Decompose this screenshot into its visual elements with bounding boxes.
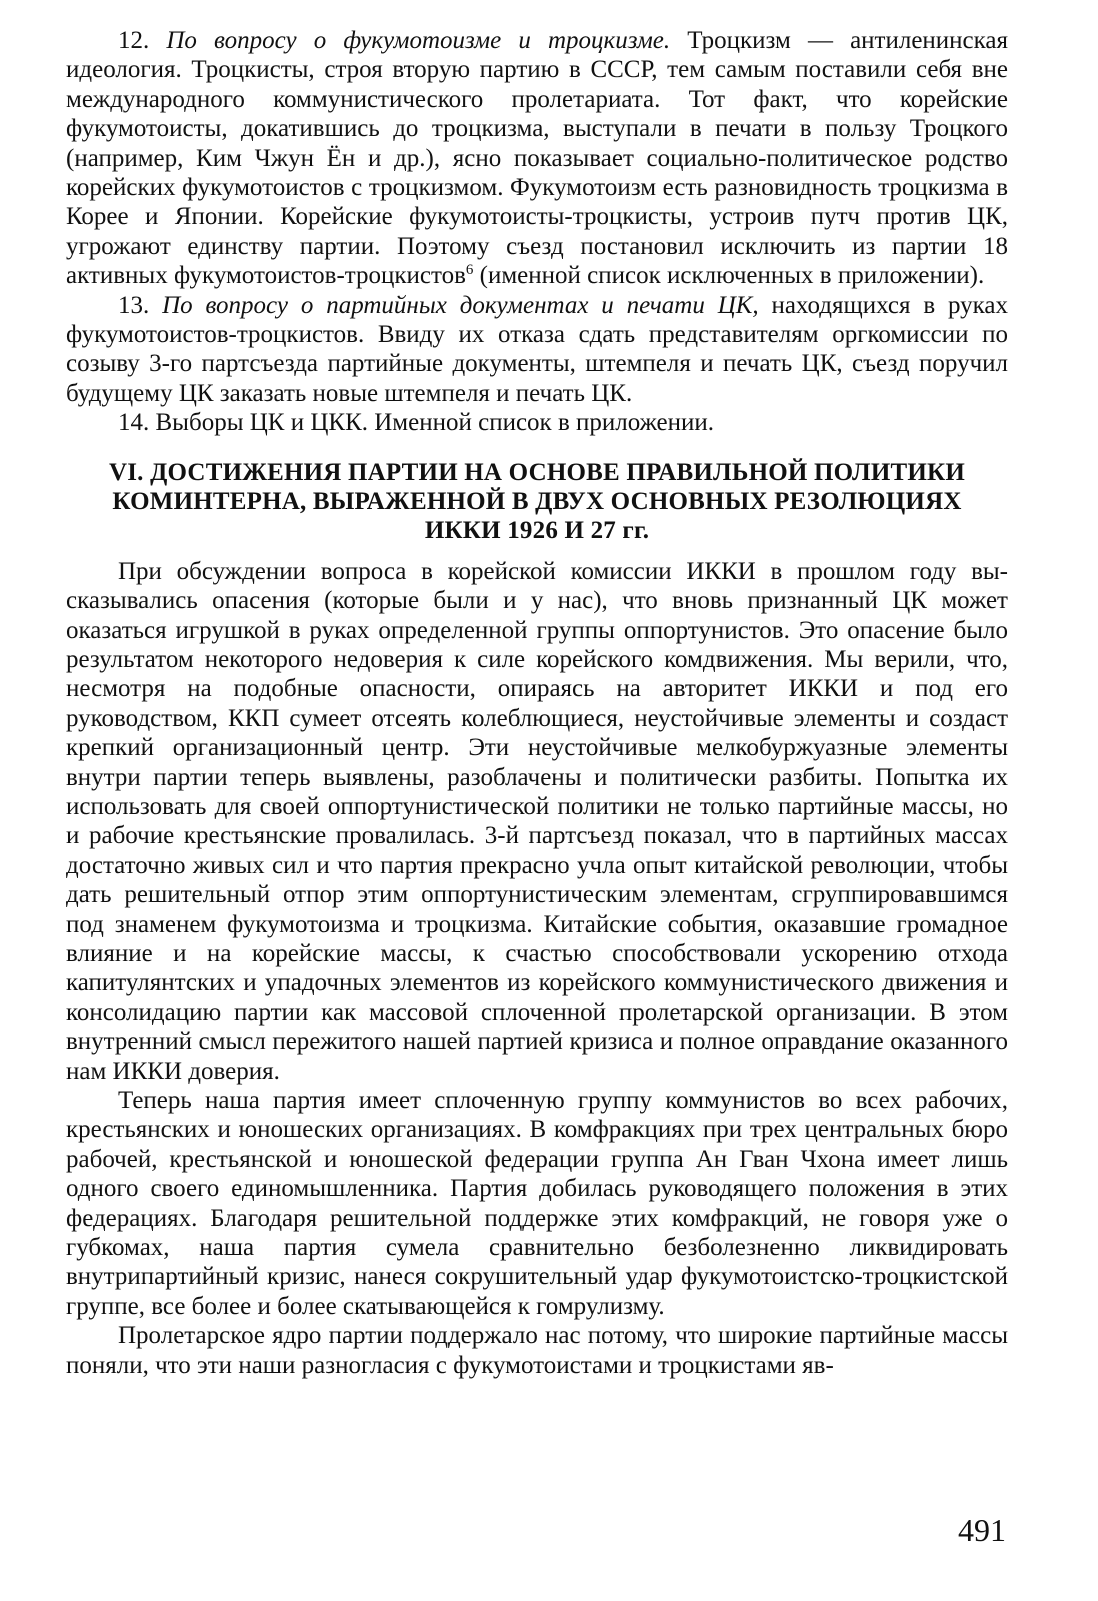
item-14 — [66, 408, 1008, 437]
heading-line-1: VI. ДОСТИЖЕНИЯ ПАРТИИ НА ОСНОВЕ ПРАВИЛЬНОЙ ПОЛИТИКИ — [109, 458, 965, 486]
item-13 — [66, 291, 1008, 409]
item-title: По вопросу о партийных документах и печати ЦК, — [162, 291, 759, 319]
item-text: находящихся в руках фукумотоистов-троцкистов. Ввиду их отказа сдать представителям оргкомиссии по созыву 3-го партсъезда партийные документы, штемпеля и печать ЦК, съезд поручил будущему ЦК заказать новые штемпеля и печать ЦК. — [66, 291, 1008, 407]
item-title: По вопросу о фукумотоизме и троцкизме. — [166, 27, 671, 54]
item-number: 13. — [118, 291, 163, 319]
footnote-marker[interactable]: 6 — [465, 262, 474, 279]
heading-line-2: КОМИНТЕРНА, ВЫРАЖЕННОЙ В ДВУХ ОСНОВНЫХ РЕЗОЛЮЦИЯХ — [112, 487, 962, 515]
item-text: Выборы ЦК и ЦКК. Именной список в приложении. — [155, 409, 715, 437]
page-number: 491 — [958, 1512, 1006, 1548]
section-heading — [76, 458, 998, 545]
item-text: Троцкизм — антиленинская идеология. Троцкисты, строя вторую партию в СССР, тем самым поставили себя вне международного коммунистического пролетариата. Тот факт, что корейские фукумотоисты, докатившись до троцкизма, выступали в печати в пользу Троцкого (например, Ким Чжун Ён и др.), ясно показывает социально-политическое родство корейских фукумотоистов с троцкизмом. Фукумотоизм есть разновидность троцкизма в Корее и Японии. Корейские фукумотоисты-троцкисты, устроив путч против ЦК, угрожают единству партии. Поэтому съезд постановил исключить из партии 18 активных фукумотоистов-троцкистов — [66, 27, 1009, 290]
item-text: (именной список исключенных в приложении). — [473, 262, 985, 290]
item-number: 12. — [118, 27, 167, 54]
body-paragraph: При обсуждении вопроса в корейской комиссии ИККИ в прошлом году высказывались опасения (которые были и у нас), что вновь признанный ЦК может оказаться игрушкой в руках определенной группы оппортунистов. Это опасение было результатом некоторого недоверия к силе корейского комдвижения. Мы верили, что, несмотря на подобные опасности, опираясь на авторитет ИККИ и под его руководством, ККП сумеет отсеять колеблющиеся, неустойчивые элементы и создаст крепкий организационный центр. Эти неустойчивые мелкобуржуазные элементы внутри партии теперь выявлены, разоблачены и политически разбиты. Попытка их использовать для своей оппортунистической политики не только партийные массы, но и рабочие крестьянские провалилась. 3-й партсъезд показал, что в партийных массах достаточно живых сил и что партия прекрасно учла опыт китайской революции, чтобы дать решительный отпор этим оппортунистическим элементам, сгруппировавшимся под знаменем фукумотоизма и троцкизма. Китайские события, оказавшие громадное влияние и на корейские массы, к счастью способствовали ускорению отхода капитулянтских и упадочных элементов из корейского коммунистического движения и консолидацию партии как массовой сплоченной пролетарской организации. В этом внутренний смысл пережитого нашей партией кризиса и полное оправдание оказанного нам ИККИ доверия. — [66, 557, 1008, 1085]
body-paragraph: Теперь наша партия имеет сплоченную группу коммунистов во всех рабочих, крестьянских и юношеских организациях. В комфракциях при трех центральных бюро рабочей, крестьянской и юношеской федерации группа Ан Гван Чхона имеет лишь одного своего единомышленника. Партия добилась руководящего положения в этих федерациях. Благодаря решительной поддержке этих комфракций, не говоря уже о губкомах, наша партия сумела сравнительно безболезненно ликвидировать внутрипартийный кризис, нанеся сокрушительный удар фукумотоистско-троцкистской группе, все более и более скатывающейся к гомрулизму. — [66, 1087, 1008, 1320]
document-page — [66, 26, 1008, 1380]
item-number: 14. — [118, 409, 156, 437]
body-paragraph: Пролетарское ядро партии поддержало нас потому, что широкие партийные массы поняли, что эти наши разногласия с фукумотоистами и троцкистами яв- — [66, 1322, 1008, 1379]
item-12 — [66, 26, 1008, 291]
heading-line-3: ИККИ 1926 И 27 гг. — [424, 516, 650, 544]
